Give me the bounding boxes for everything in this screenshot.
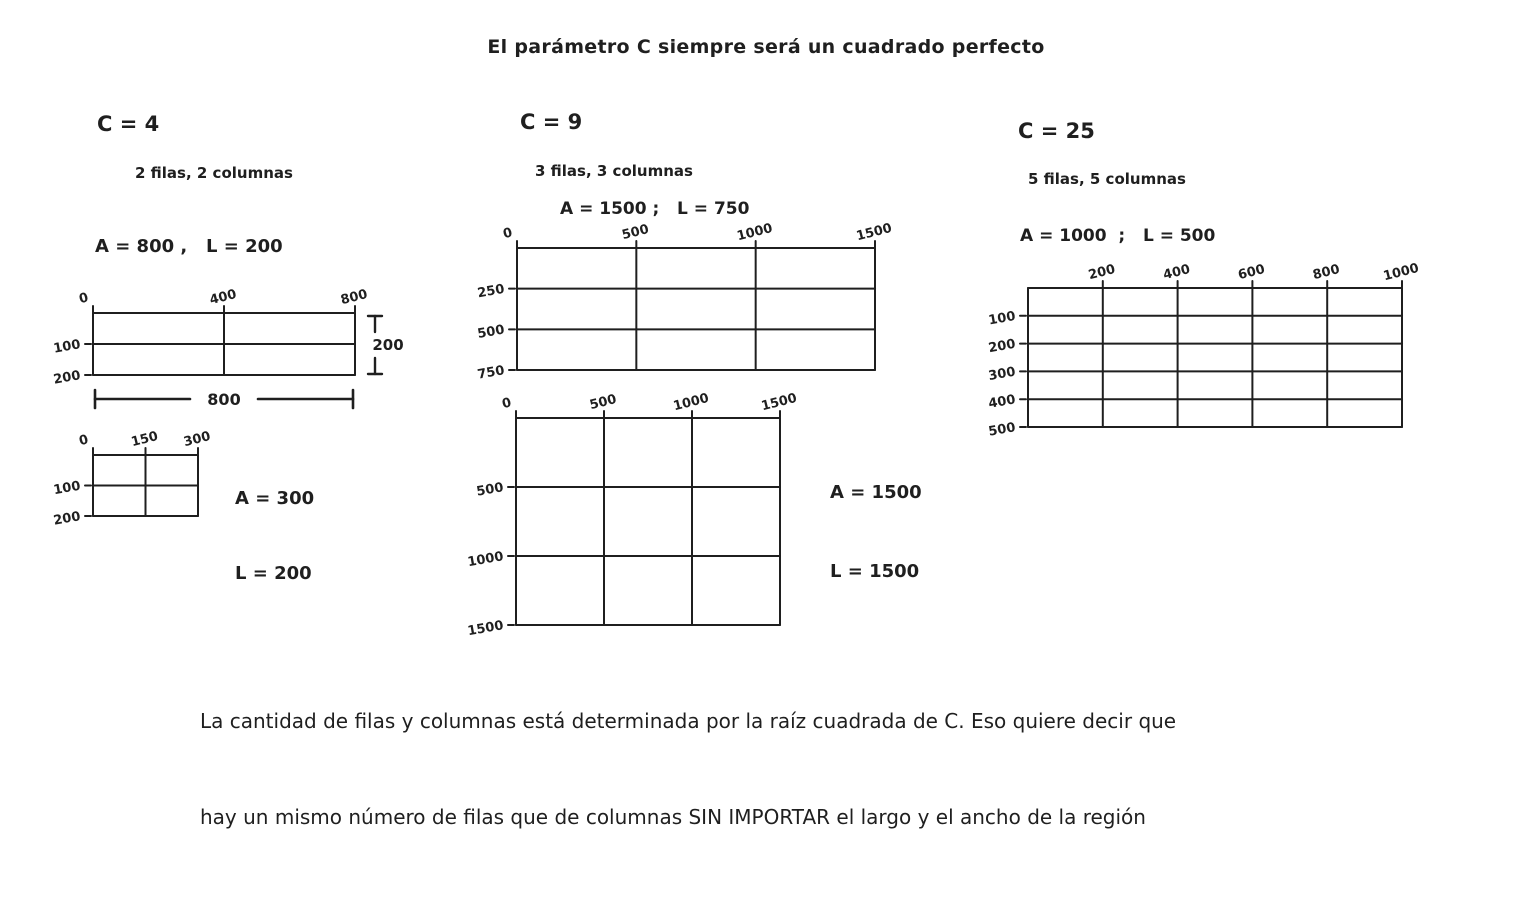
tick-label-top: 1000: [1381, 260, 1421, 285]
tick-label-top: 0: [500, 395, 513, 413]
tick-label-left: 300: [987, 364, 1017, 385]
tick-label-top: 600: [1236, 262, 1267, 284]
dim-label-bottom: 800: [207, 390, 241, 409]
tick-label-left: 500: [476, 322, 506, 342]
tick-label-left: 500: [987, 420, 1017, 440]
footer-line-1: La cantidad de filas y columnas está determinada por la raíz cuadrada de C. Eso quiere decir que: [200, 709, 1177, 733]
tick-label-left: 250: [476, 281, 506, 302]
c4-value-label: C = 4: [97, 112, 160, 136]
tick-label-top: 400: [208, 287, 239, 309]
c9-wide-grid: [477, 220, 893, 384]
c4-params-label: A = 800 , L = 200: [95, 236, 283, 257]
tick-label-left: 200: [987, 336, 1017, 357]
c4-area-label: A = 300: [235, 488, 315, 509]
tick-label-top: 0: [77, 432, 90, 450]
c25-rows-cols-label: 5 filas, 5 columnas: [1028, 170, 1186, 188]
tick-label-left: 200: [52, 509, 82, 529]
c9-area-label: A = 1500: [830, 482, 922, 503]
tick-label-top: 800: [339, 287, 370, 309]
tick-label-top: 500: [588, 392, 619, 414]
tick-label-top: 1500: [854, 220, 894, 245]
tick-label-left: 400: [987, 392, 1017, 412]
tick-label-left: 200: [52, 368, 82, 388]
tick-label-top: 500: [620, 222, 651, 244]
c25-grid: [988, 260, 1420, 441]
footer-note: [200, 641, 1176, 897]
tick-label-left: 750: [476, 363, 506, 383]
c9-rows-cols-label: 3 filas, 3 columnas: [535, 162, 693, 180]
c4-length-label: L = 200: [235, 563, 312, 584]
c4-main-grid: [53, 285, 435, 425]
tick-label-left: 500: [475, 480, 505, 500]
tick-label-left: 1000: [466, 549, 505, 571]
c9-params-label: A = 1500 ; L = 750: [560, 199, 750, 219]
dim-label-right: 200: [372, 336, 404, 354]
tick-label-left: 100: [52, 337, 82, 357]
tick-label-top: 200: [1086, 262, 1117, 284]
c9-length-label: L = 1500: [830, 561, 920, 582]
tick-label-left: 1500: [466, 618, 505, 640]
tick-label-top: 400: [1161, 262, 1192, 284]
tick-label-top: 0: [501, 225, 514, 243]
c9-value-label: C = 9: [520, 110, 583, 134]
tick-label-top: 800: [1311, 262, 1342, 284]
footer-line-2: hay un mismo número de filas que de columnas SIN IMPORTAR el largo y el ancho de la región: [200, 805, 1146, 829]
tick-label-left: 100: [987, 308, 1017, 329]
c4-rows-cols-label: 2 filas, 2 columnas: [135, 164, 293, 182]
c25-value-label: C = 25: [1018, 119, 1095, 143]
tick-label-top: 300: [182, 429, 213, 451]
tick-label-top: 1000: [735, 220, 775, 245]
c4-small-grid: [53, 427, 216, 530]
tick-label-top: 1000: [671, 390, 711, 415]
c9-square-grid: [466, 390, 799, 640]
tick-label-top: 150: [129, 429, 160, 451]
tick-label-top: 0: [77, 290, 90, 308]
c9-square-grid-labels: [830, 440, 922, 640]
tick-label-left: 100: [52, 478, 82, 499]
page-title: El parámetro C siempre será un cuadrado perfecto: [487, 36, 1045, 58]
tick-label-top: 1500: [759, 390, 799, 415]
c4-small-grid-labels: [235, 446, 314, 638]
c25-params-label: A = 1000 ; L = 500: [1020, 226, 1216, 246]
